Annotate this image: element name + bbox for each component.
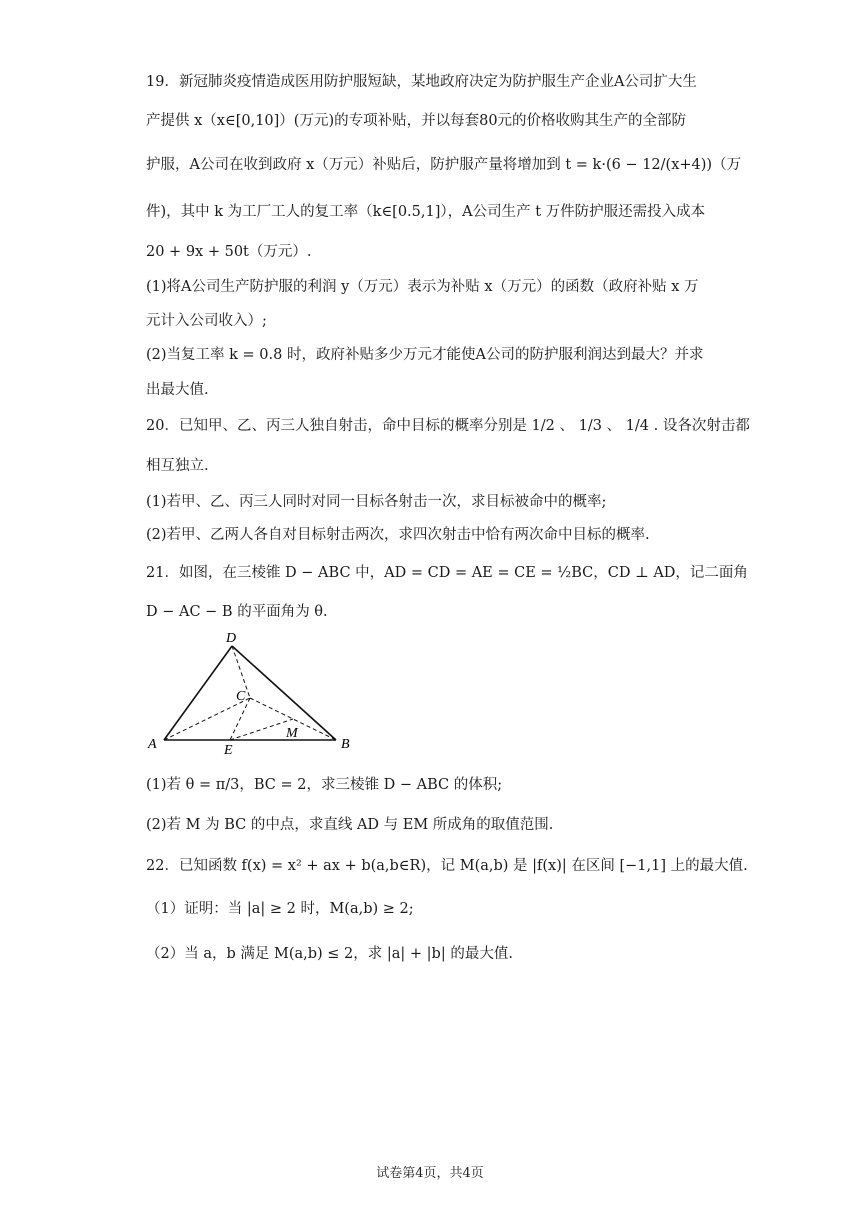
p20-q2: (2)若甲、乙两人各自对目标射击两次，求四次射击中恰有两次命中目标的概率.	[146, 527, 650, 543]
edge-EM	[230, 719, 293, 740]
p19-q1-line2: 元计入公司收入）;	[146, 313, 267, 329]
p19-line1: 19．新冠肺炎疫情造成医用防护服短缺，某地政府决定为防护服生产企业A公司扩大生	[146, 74, 697, 90]
p21-q2: (2)若 M 为 BC 的中点，求直线 AD 与 EM 所成角的取值范围.	[146, 817, 554, 833]
edge-AD	[164, 646, 232, 740]
p22-q1: （1）证明：当 |a| ≥ 2 时，M(a,b) ≥ 2;	[146, 901, 414, 917]
page-footer: 试卷第4页，共4页	[376, 1166, 484, 1181]
p19-q2-line1: (2)当复工率 k = 0.8 时，政府补贴多少万元才能使A公司的防护服利润达到最大？并求	[146, 347, 704, 363]
p19-line3: 护服，A公司在收到政府 x（万元）补贴后，防护服产量将增加到 t = k·(6 − 12/(x+4))（万	[146, 157, 742, 173]
label-D: D	[226, 631, 237, 646]
p21-q1: (1)若 θ = π/3，BC = 2，求三棱锥 D − ABC 的体积;	[146, 777, 503, 793]
p22-line1: 22．已知函数 f(x) = x² + ax + b(a,b∈R)，记 M(a,b) 是 |f(x)| 在区间 [−1,1] 上的最大值.	[146, 858, 748, 874]
p19-line2: 产提供 x（x∈[0,10]）(万元)的专项补贴，并以每套80元的价格收购其生产的全部防	[146, 113, 687, 129]
tetrahedron-svg	[140, 628, 370, 758]
edge-CE	[230, 698, 250, 740]
p19-q1-line1: (1)将A公司生产防护服的利润 y（万元）表示为补贴 x（万元）的函数（政府补贴 x 万	[146, 279, 699, 295]
edge-DB	[232, 646, 336, 740]
p20-line2: 相互独立.	[146, 458, 209, 474]
p19-line5: 20 + 9x + 50t（万元）.	[146, 244, 312, 260]
p20-line1: 20．已知甲、乙、丙三人独自射击，命中目标的概率分别是 1/2 、 1/3 、 1/4 . 设各次射击都	[146, 418, 750, 434]
label-A: A	[148, 737, 157, 752]
p20-q1: (1)若甲、乙、丙三人同时对同一目标各射击一次，求目标被命中的概率;	[146, 494, 607, 510]
p22-q2: （2）当 a，b 满足 M(a,b) ≤ 2，求 |a| + |b| 的最大值.	[146, 946, 513, 962]
edge-AC	[164, 698, 250, 740]
label-E: E	[224, 743, 233, 758]
p19-line4: 件)，其中 k 为工厂工人的复工率（k∈[0.5,1]），A公司生产 t 万件防护服还需投入成本	[146, 204, 706, 220]
label-B: B	[341, 737, 350, 752]
p21-line1: 21．如图，在三棱锥 D − ABC 中，AD = CD = AE = CE = ½BC，CD ⊥ AD，记二面角	[146, 565, 748, 581]
p21-line2: D − AC − B 的平面角为 θ.	[146, 604, 328, 620]
p19-q2-line2: 出最大值.	[146, 382, 209, 398]
label-C: C	[236, 689, 246, 704]
label-M: M	[286, 726, 298, 741]
tetrahedron-figure	[140, 628, 370, 758]
